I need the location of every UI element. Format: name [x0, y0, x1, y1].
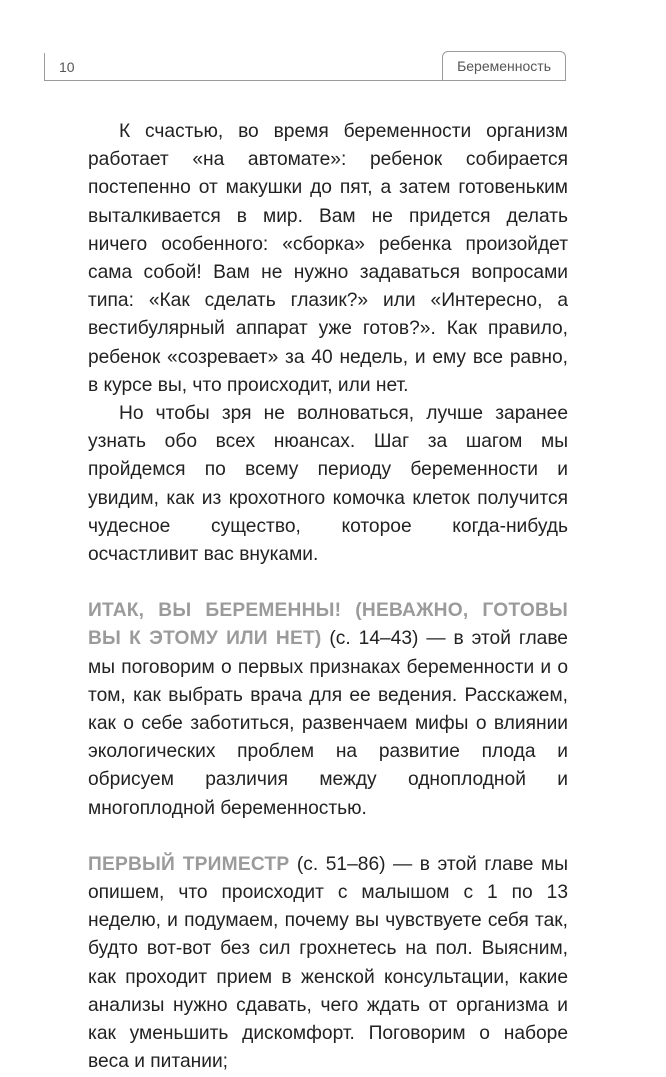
section-title: Беременность [457, 58, 551, 74]
chapter-heading: ИТАК, ВЫ БЕРЕМЕННЫ! (НЕВАЖНО, ГОТОВЫ ВЫ К ЭТОМУ ИЛИ НЕТ) [88, 600, 568, 650]
chapter-description: (с. 14–43) — в этой главе мы поговорим о первых признаках беременности и о том, как выбрать врача для ее ведения. Расскажем, как о себе заботиться, развенчаем мифы о влиянии экологических проблем на развитие плода и обрисуем различия между одноплодной и многоплодной беременностью. [88, 628, 568, 819]
section-title-tab [442, 51, 566, 80]
page-number: 10 [59, 59, 75, 75]
chapter-summary-2 [88, 851, 568, 1077]
chapter-description: (с. 51–86) — в этой главе мы опишем, что происходит с малышом с 1 по 13 неделю, и подумаем, почему вы чувствуете себя так, будто вот-вот без сил грохнетесь на пол. Выясним, как проходит прием в женской консультации, какие анализы нужно сдавать, чего ждать от организма и как уменьшить дискомфорт. Поговорим о наборе веса и питании; [88, 853, 568, 1073]
paragraph: К счастью, во время беременности организм работает «на автомате»: ребенок собирается постепенно от макушки до пят, а затем готовеньким выталкивается в мир. Вам не придется делать ничего особенного: «сборка» ребенка произойдет сама собой! Вам не нужно задаваться вопросами типа: «Как сделать глазик?» или «Интересно, а вестибулярный аппарат уже готов?». Как правило, ребенок «созревает» за 40 недель, и ему все равно, в курсе вы, что происходит, или нет. [88, 121, 568, 396]
header-left-tick [44, 53, 45, 80]
running-header [44, 48, 566, 86]
chapter-summary-1 [88, 597, 568, 823]
chapter-heading: ПЕРВЫЙ ТРИМЕСТР [88, 853, 290, 875]
page-body [88, 118, 568, 1077]
paragraph: Но чтобы зря не волноваться, лучше заранее узнать обо всех нюансах. Шаг за шагом мы пройдемся по всему периоду беременности и увидим, как из крохотного комочка клеток получится чудесное существо, которое когда-нибудь осчастливит вас внуками. [88, 403, 568, 566]
